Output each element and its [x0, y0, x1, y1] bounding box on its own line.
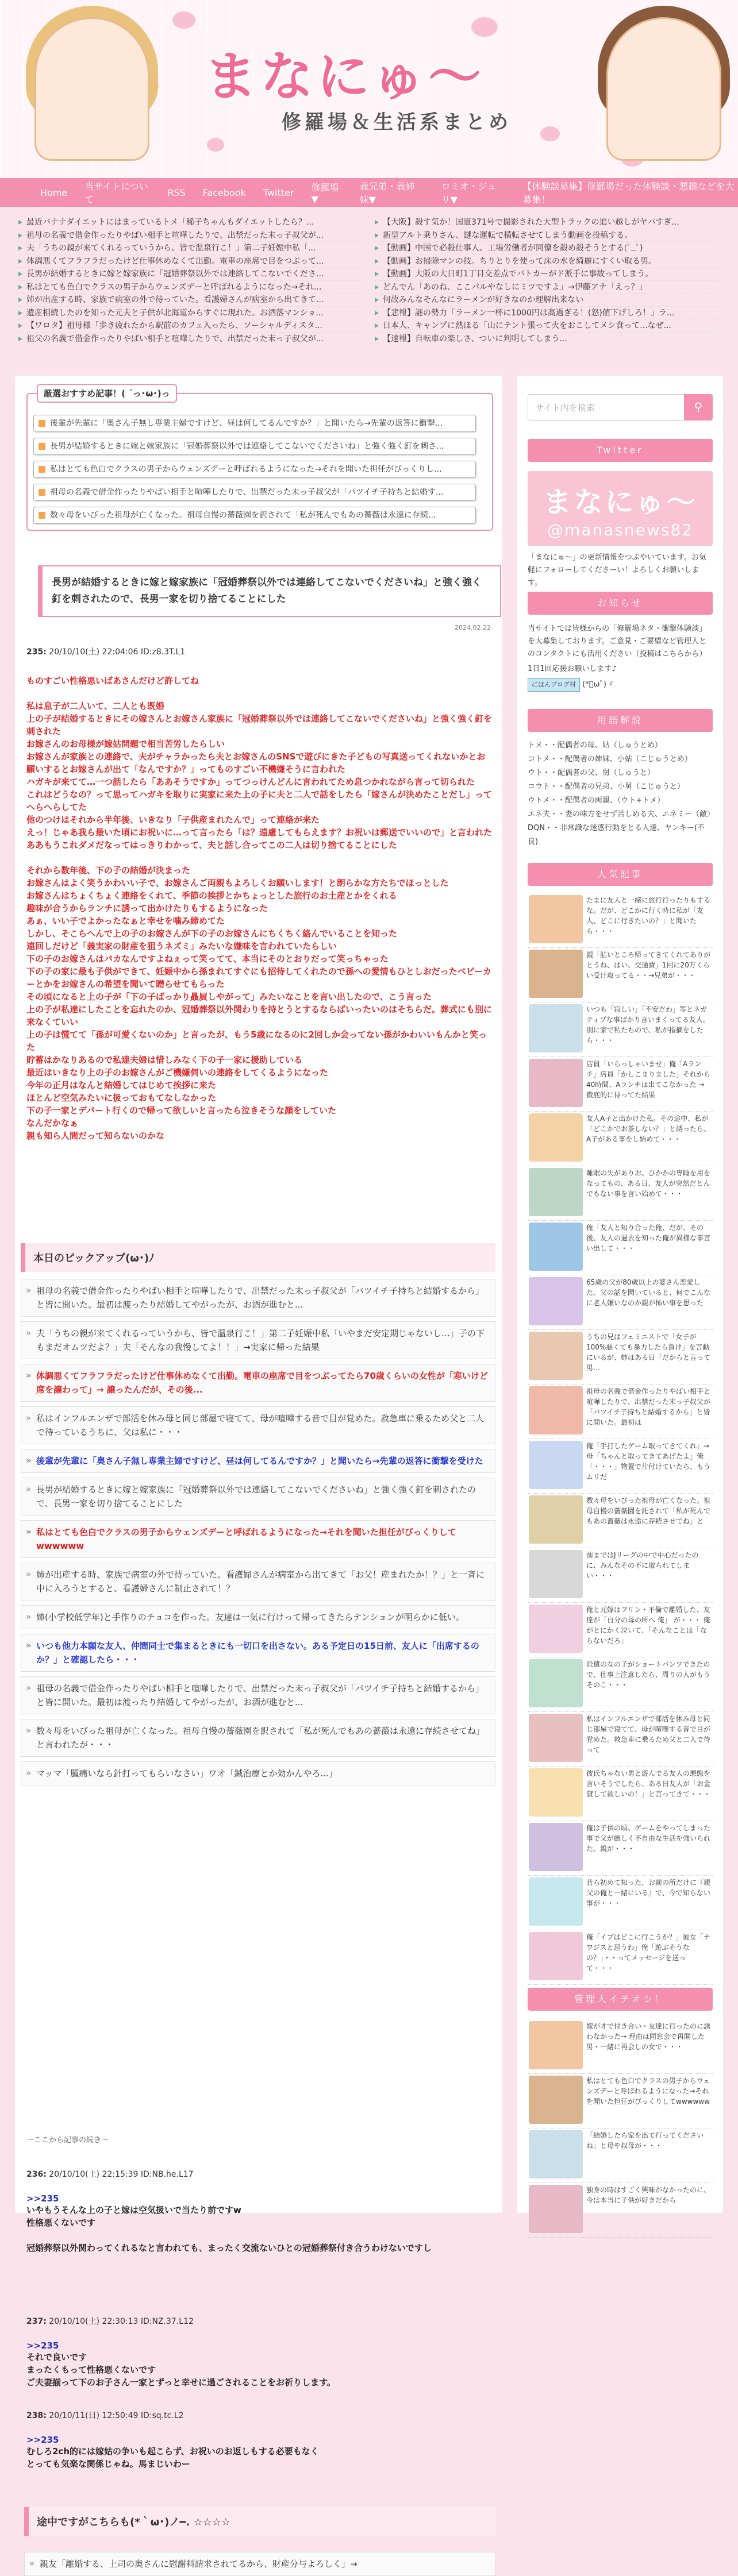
pickup-item[interactable]: » 祖母の名義で借金作ったりやばい相手と喧嘩したりで、出禁だった末っ子叔父が「バツイチ子持ちと結婚するから」と皆に開いた。最初は渡ったり結婚してやがったが、お酒が進むと... [21, 1279, 495, 1317]
reply-anchor[interactable]: >>235 [26, 2340, 59, 2351]
site-header[interactable] [0, 0, 738, 178]
comment-line: ものすごい性格悪いばあさんだけど許してね [26, 676, 199, 686]
ticker-link[interactable]: 私はとても色白でクラスの男子からウェンズデーと呼ばれるようになった→それ... [17, 281, 362, 294]
pickup-item[interactable]: » 私はとても色白でクラスの男子からウェンズデーと呼ばれるようになった→それを聞いた担任がびっくりしてwwwwww [21, 1520, 495, 1558]
ticker-link[interactable]: 【速報】自転車の楽しさ、ついに判明してしまう... [374, 333, 718, 346]
article-link-text[interactable]: 私はインフルエンザで部活を休み母と同じ部屋で寝てて、母が喧嘩する音で目が覚めた。救急車に乗るため父と二人で待って [586, 1715, 711, 1754]
continue-text: 〜ここから記事の続き〜 [26, 2136, 109, 2145]
petal-decoration [207, 138, 224, 152]
notice-heading: お知らせ [528, 592, 713, 615]
article-link-text[interactable]: 昔ら初めて知った、お前の所だけに『親父の俺と一緒にいる』で、今で知らない事が・・・ [586, 1879, 711, 1907]
article-thumbnail[interactable] [529, 2130, 583, 2178]
comment-line: 親も知ら人間だって知らないのかな [26, 1131, 165, 1141]
article-thumbnail[interactable] [529, 1550, 583, 1598]
comment-236 [26, 2168, 492, 2254]
comment-line: 上の子は慌てて「孫が可愛くないのか」と言ったが、もう5歳になるのに2回しか会ってない孫がかわいいもんかと笑った [26, 1029, 487, 1052]
comment-238 [26, 2409, 492, 2470]
sidebar-article[interactable] [528, 1000, 713, 1057]
ticker-link[interactable]: 【動画】中国で必殺仕事人、工場労働者が同僚を殺め殺そうとする(ﾟ_ﾟ) [374, 242, 718, 255]
comment-meta: 20/10/11(日) 12:50:49 ID:sq.tc.L2 [49, 2411, 184, 2420]
comment-line [26, 687, 492, 700]
comment-line: なんだかなぁ [26, 1118, 79, 1128]
article-thumbnail[interactable] [529, 1386, 583, 1434]
comment-line: お嫁さんが家族との連絡で、夫がチャラかったら夫とお嫁さんのSNSで遊びにきた子どもの写真送ってくれないかとお願いするとお嫁さんが出て「なんですか？」ってものすごい不機嫌そうに言われた [26, 751, 486, 774]
comment-line: ハガキが来てて…一つ話したら「ああそうですか」ってつっけんどんに言われてため息つかれながら言って切られた [26, 777, 475, 787]
comment-line: これはどうなの？って思ってハガキを取りに実家に来た上の子に夫と二人で話をしたら「嫁さんが決めたことだし」ってへらへらしてた [26, 789, 493, 812]
comment-line: 今年の正月はなんと結婚してはじめて挨拶に来た [26, 1080, 217, 1090]
site-subtitle: 修羅場＆生活系まとめ [282, 111, 512, 134]
ticker-link[interactable]: どんでん「あのね、ここパルやなしにミツですよ」→伊藤アナ「えっ？」 [374, 281, 718, 294]
sidebar-article[interactable] [528, 1163, 713, 1221]
ticker-link[interactable]: 【ワロタ】祖母様「歩き疲れたから駅前のカフェ入ったら、ソーシャルディスタ... [17, 319, 362, 333]
twitter-text: 「まなにゅ〜」の更新情報をつぶやいています。お気軽にフォローしてくださーい！よろしくお願いします。 [528, 553, 706, 587]
sidebar-article[interactable] [528, 1491, 713, 1548]
comment-line: 私は息子が二人いて、二人とも既婚 [26, 701, 164, 711]
comment-line: 下の子の家に最も子供ができて、妊娠中から孫まれてすぐにも招待してくれたので孫への愛情もひとしおだったベビーカーとかをお嫁さんの希望を聞いて贈らせてもらった [26, 966, 491, 989]
comment-line: まったくもって性格悪くないです [26, 2365, 156, 2375]
pickup-item[interactable]: » 姉が出産する時、家族で病室の外で待っていた。看護婦さんが病室から出てきて「お父！産まれたか！？」と一斉に中に入ろうとすると、看護婦さんに制止されて！？ [21, 1563, 495, 1601]
comment-line: 上の子が私達にしたことを忘れたのか、冠婚葬祭以外関わりを持とうとするならばいったいのはそちらだ。葬式にも別に来なくていい [26, 1004, 493, 1027]
ticker-link[interactable]: 長男が結婚するときに嫁と嫁家族に「冠婚葬祭以外では連絡してこないでくださ... [17, 268, 362, 281]
article-thumbnail[interactable] [529, 1168, 583, 1216]
ticker-link[interactable]: 【大阪】殺す気か！国道371号で撮影された大型トラックの追い越しがヤバすぎ... [374, 216, 718, 229]
comment-line: それで良いです [26, 2352, 87, 2362]
article-thumbnail[interactable] [529, 1441, 583, 1489]
sidebar-article[interactable] [528, 1818, 713, 1876]
nav-rss[interactable]: RSS [167, 187, 186, 198]
ticker-link[interactable]: 最近バナナダイエットにはまっているトメ「稀子ちゃんもダイエットしたら？... [17, 216, 362, 229]
comment-line: むしろ2ch的には嫁姑の争いも起こらず、お祝いのお返しもする必要もなく [26, 2446, 319, 2457]
comment-line: お嫁さんはちょくちょく連絡をくれて、季節の挨拶とかちょっとした旅行のお土産とかをくれる [26, 890, 397, 901]
site-title[interactable]: まなにゅ〜 [204, 46, 485, 107]
sidebar-article[interactable] [528, 1272, 713, 1330]
ticker-link[interactable]: 遺産相続したのを知った元夫と子供が北海道からすぐに現れた。お酒落マンショ... [17, 307, 362, 320]
comment-line: 遠回しだけど「義実家の財産を狙うネズミ」みたいな嫌味を言われていたらしい [26, 941, 337, 951]
notice-text: 当サイトでは皆様からの「修羅場ネタ・衝撃体験談」を大募集しております。ご意見・ご要望など管理人とのコンタクトにも活用ください（投稿はこちらから） [528, 624, 707, 658]
glossary-list [528, 739, 713, 849]
comment-line: その頃になると上の子が「下の子ばっかり贔屓しやがって」みたいなことを言い出したので、こう言った [26, 992, 432, 1002]
promo-handle: @manasnews82 [547, 520, 693, 539]
comment-body [26, 2204, 492, 2254]
comment-number: 236: [26, 2170, 47, 2179]
sidebar-article[interactable] [528, 1327, 713, 1385]
comment-number: 237: [26, 2317, 47, 2326]
nav-romeo[interactable]: ロミオ・ジュリ▼ [441, 181, 497, 205]
article-link-text[interactable]: 彼氏ちゃない男と遊んでる友人の悪態を言いそうでしたら、ある日友人が「お金貸して欲しいの！」と言ってきて・・・ [586, 1769, 711, 1798]
glossary-item: ウトメ・・配偶者の両親、（ウト+トメ） [528, 796, 665, 805]
article-link-text[interactable]: 俺「手打したゲーム取ってきてくれ」→ 母「ちゃんと取ってきてあげたよ」俺「・・・」物置で片付けていたら、もうムリだ [586, 1442, 711, 1481]
article-link-text[interactable]: 店員「いらっしゃいませ」俺「Aランチ」店員「かしこまりました」それから40時間、Aランチは出てこなかった → 徹底的に待ってた結果 [586, 1060, 711, 1099]
pickup-item[interactable]: » 長男が結婚するときに嫁と嫁家族に「冠婚葬祭以外では連絡してこないでくださいね」と強く強く釘を刺されたので、長男一家を切り捨てることにした [21, 1478, 495, 1515]
glossary-item: コトメ・・配偶者の姉妹、小姑（こじゅうとめ） [528, 755, 692, 763]
article-title: 長男が結婚するときに嫁と嫁家族に「冠婚葬祭以外では連絡してこないでくださいね」と強く強く釘を刺されたので、長男一家を切り捨てることにした [38, 565, 501, 617]
article-thumbnail[interactable] [529, 1714, 583, 1762]
promo-name: まなにゅ〜 [543, 485, 698, 519]
pickup-section [21, 1243, 495, 1790]
article-thumbnail[interactable] [529, 950, 583, 998]
recommend-title: 厳選おすすめ記事！( ´っ･ω･)っ [37, 384, 177, 403]
article-link-text[interactable]: 私はとても色白でクラスの男子からウェンズデーと呼ばれるようになった→それを聞いた担任がびっくりしてwwwwww [586, 2077, 710, 2105]
article-thumbnail[interactable] [529, 1605, 583, 1653]
comment-line: 性格悪くないです [26, 2218, 96, 2228]
sidebar-article[interactable] [528, 1109, 713, 1166]
sidebar-article[interactable] [528, 1382, 713, 1439]
comment-235 [26, 646, 492, 1142]
header-girl-left [34, 17, 149, 161]
comment-line: お嫁さんのお母様が嫁姑問題で相当苦労したらしい [26, 739, 225, 749]
article-link-text[interactable]: 祖母の名義で借金作ったりやばい相手と喧嘩したりで、出禁だった末っ子叔父が「バツイチ子持ちと結婚するから」と皆に開いた。最初は [586, 1387, 711, 1426]
article-thumbnail[interactable] [529, 1768, 583, 1817]
admin-pick-heading: 管理人イチオシ！ [528, 1988, 713, 2011]
article-thumbnail[interactable] [529, 1059, 583, 1107]
glossary-item: コウト・・配偶者の兄弟、小舅（こじゅうと） [528, 782, 685, 791]
sidebar-article[interactable] [528, 2180, 713, 2238]
blog-village-badge[interactable]: にほんブログ村 [528, 678, 580, 692]
ticker-link[interactable]: 【動画】大阪の大日町1丁目交差点でバトカーがド派手に事故ってしまう。 [374, 268, 718, 281]
comment-line: 最近はいきなり上の子のお嫁さんがご機嫌伺いの連絡をしてくるようになった [26, 1067, 329, 1078]
ticker-link[interactable]: 夫「うちの親が来てくれるっていうから、皆で温泉行こ！」第二子妊娠中私「... [17, 242, 362, 255]
recommend-item[interactable]: 後輩が先輩に「奥さん子無し専業主婦ですけど、昼は何してるんですか？」と聞いたら→先輩の返答に衝撃... [33, 415, 476, 432]
comment-line: 他のつけはそれから半年後、いきなり「子供産まれたんで」って連絡が来た [26, 815, 320, 825]
comment-line: お嫁さんはよく笑うかわいい子で、お嫁さんご両親もよろしくお願いします！と朗らかな方たちでほっとした [26, 878, 449, 888]
pickup-item[interactable]: » 祖母の名義で借金作ったりやばい相手と喧嘩したりで、出禁だった末っ子叔父が「パツイチ子持ちと結婚するから」と皆に開いた。最初は渡ったり結婚してやがったが、お酒が進むと... [21, 1676, 495, 1714]
article-thumbnail[interactable] [529, 1004, 583, 1052]
nav-facebook[interactable]: Facebook [202, 187, 246, 198]
ticker-left [17, 216, 362, 345]
article-thumbnail[interactable] [529, 1332, 583, 1380]
nav-about[interactable]: 当サイトについて [84, 181, 148, 205]
article-link-text[interactable]: 前まではJリーグの中で中心だったのに、みんなその不に取られてしまい・・・ [586, 1551, 699, 1580]
ticker-link[interactable]: 【動画】お掃除マンの技。ちりとりを使って床の水を綺麗にすくい取る男。 [374, 255, 718, 268]
article-thumbnail[interactable] [529, 1277, 583, 1325]
article-link-text[interactable]: 派遣の女の子がショートバンツできたので、仕事上注意したら、周りの人がもうそのこ・・・ [586, 1660, 710, 1689]
headline-ticker [0, 216, 738, 363]
sidebar [517, 376, 723, 2213]
comment-line [26, 2229, 492, 2242]
article-thumbnail[interactable] [529, 1495, 583, 1544]
glossary-item: トメ・・配偶者の母、姑（しゅうとめ） [528, 741, 662, 750]
article-link-text[interactable]: 数々母をいびった祖母が亡くなった。祖母自慢の薔薇園を託されて「私が死んでもあの薔薇は永遠に存続させてね」と [586, 1497, 711, 1525]
article-link-text[interactable]: 65歳の父が80歳以上の婆さん恋愛した。父の話を聞いていると、何でこんなに老人嫌いなのか親が怖い事を思った [586, 1278, 711, 1307]
sidebar-article[interactable] [528, 2016, 713, 2074]
comment-meta: 20/10/10(土) 22:15:39 ID:NB.he.L17 [49, 2170, 194, 2179]
article-thumbnail[interactable] [529, 1223, 583, 1271]
glossary-item: エネ夫・・妻の味方をせず苦しめる夫、エネミー（敵） [528, 810, 715, 819]
sidebar-article[interactable] [528, 1709, 713, 1767]
nav-submit-story[interactable]: 【体験談募集】修羅場だった体験談・悪趣などを大募集！ [522, 181, 735, 205]
comment-number: 238: [26, 2411, 47, 2420]
article-thumbnail[interactable] [529, 2076, 583, 2124]
comment-body [26, 674, 492, 1142]
article-link-text[interactable]: 独身の時はすごく興味がなかったのに、今は本当に子供が好きだから [586, 2186, 711, 2204]
comment-line: ああもうこれダメだなってはっきりわかって、夫と話し合ってこの二人は切り捨てることにした [26, 840, 397, 850]
pickup-item[interactable]: » マッマ「腫痛いなら針打ってもらいなさい」ワオ「鍼治療とか効かんやろ...」 [21, 1761, 495, 1786]
article-link-text[interactable]: 俺は子供の頃、ゲームをやってしまった事で父が厳しく不自由な生活を強いられた。親が・・・ [586, 1824, 711, 1853]
glossary-heading: 用語解説 [528, 709, 713, 732]
comment-line: ご夫妻揃って下のお子さん一家とずっと幸せに過ごされることをお祈りします。 [26, 2377, 336, 2388]
sidebar-article[interactable] [528, 945, 713, 1002]
recommend-item[interactable]: 祖母の名義で借金作ったりやばい相手と喧嘩したりで、出禁だった末っ子叔父が「パツイチ子持ちと結婚す... [33, 484, 476, 501]
article-link-text[interactable]: 俺「友人と知り合った俺、だが、その後、友人の過去を知った俺が異様な事言い出して・・・ [586, 1224, 711, 1252]
article-link-text[interactable]: 俺と元嫁はフリン・不倫で離婚した、友達が「自分の母の所へ 俺」 が・・・ 俺がとにかく泣いて、「そんなことは「ならないだろ」 [586, 1606, 710, 1645]
pickup-item[interactable]: » 夫「うちの親が来てくれるっていうから、皆で温泉行こ！」第二子妊娠中私「いやまだ安定期じゃないし…」子の下もまだオムツだよ？」夫「そんなの我慢してよ！！」→実家に帰った結果 [21, 1321, 495, 1359]
article-thumbnail[interactable] [529, 1932, 583, 1980]
midway-item[interactable]: » 親友「離婚する、上司の奥さんに慰謝料請求されてるから、財産分与よろしく」→ [24, 2552, 495, 2576]
reply-anchor[interactable]: >>235 [26, 2193, 59, 2204]
comment-body [26, 2351, 492, 2389]
sidebar-article[interactable] [528, 1545, 713, 1603]
article-thumbnail[interactable] [529, 1113, 583, 1162]
comment-line: ほとんど空気みたいに扱っておもてなしなかった [26, 1093, 217, 1103]
petal-decoration [540, 126, 560, 141]
article-thumbnail[interactable] [529, 1823, 583, 1871]
comment-line: 趣味が合うからランチに誘って出かけたりもするようになった [26, 903, 268, 913]
article-link-text[interactable]: いつも「寂しい」「不安だわ」等とネガティブな事ばかり言いまくってる友人。別に家で私たちので、私が指摘をしたら・・・ [586, 1005, 710, 1044]
comment-line: いやもうそんな上の子と嫁は空気扱いで当たり前ですw [26, 2205, 241, 2215]
sidebar-article[interactable] [528, 2071, 713, 2128]
ticker-link[interactable]: 日本人、キャンプに熱ほる「山にテント張って火をおこしてメシ食って...なぜ... [374, 319, 718, 333]
comment-header [26, 2168, 492, 2180]
sidebar-article[interactable] [528, 1927, 713, 1985]
comment-header [26, 2409, 492, 2421]
ticker-link[interactable]: 祖父の名義で借金作ったりやばい相手と喧嘩したりで、出禁だった末っ子叔父が... [17, 333, 362, 346]
pickup-item[interactable]: » 体調悪くてフラフラだったけど仕事休めなくて出勤。電車の座席で目をつぶってたら70歳くらいの女性が「寒いけど席を譲わって」→ 譲ったんだが、その後... [21, 1364, 495, 1402]
recommend-item[interactable]: 私はとても色白でクラスの男子からウェンズデーと呼ばれるようになった→それを聞いた担任がびっくりし... [33, 461, 476, 478]
popular-heading: 人気記事 [528, 863, 713, 886]
glossary-item: DQN・・非常識な迷惑行動をとる人達、ヤンキー(不良) [528, 824, 705, 846]
article-thumbnail[interactable] [529, 2021, 583, 2069]
search-input[interactable]: サイト内を検索 ⚲ [528, 394, 713, 421]
article-link-text[interactable]: 親「詰いところ帰ってきてくれてありがとうね、はい、交通費」1回に20万くらい受け取ってる・・→兄弟が・・・ [586, 951, 711, 980]
article-link-text[interactable]: 俺「イプはどこに行こうか？」彼女「ナワジスと思うわ」俺「遊ぶそうなの？」・・ってメッセージを送って・・・ [586, 1933, 710, 1972]
article-date: 2024.02.22 [455, 624, 491, 631]
comment-line: えっ！じゃあ我ら最いた頃にお祝いに…って言ったら「は？遠慮してもらえます？お祝いは郵送でいいので」と言われた [26, 827, 493, 838]
recommend-box [26, 388, 493, 531]
article-link-text[interactable]: 嫁が才で付き合い・友達に行ったのに誘わなかった→ 理由は同窓会で再開した男・一緒に再会しの女で・・・ [586, 2022, 711, 2051]
sidebar-article[interactable] [528, 1218, 713, 1275]
sidebar-article[interactable] [528, 1436, 713, 1494]
comment-header [26, 646, 492, 657]
comment-meta: 20/10/10(土) 22:30:13 ID:NZ.37.L12 [49, 2317, 194, 2326]
comment-line: とっても気楽な関係じゃね。馬まじいわー [26, 2459, 190, 2469]
comment-line: 下の子一家とデパート行くので帰って欲しいと言ったら泣きそうな顔をしていた [26, 1105, 337, 1116]
header-girl-right [606, 17, 721, 161]
pickup-item[interactable]: » 姉(小学校低学年)と手作りのチョコを作った。友達は一気に行けって帰ってきたらテンションが明らかに低い。 [21, 1605, 495, 1629]
global-nav [0, 178, 738, 207]
sidebar-article[interactable] [528, 1764, 713, 1821]
comment-meta: 20/10/10(土) 22:04:06 ID:z8.3T.L1 [49, 647, 186, 657]
comment-line [26, 851, 492, 864]
pickup-item[interactable]: » いつも他力本願な友人、仲間同士で集まるときにも一切口を出さない。ある予定日の15日前、友人に「出席するのか？」と確認したら・・・ [21, 1634, 495, 1672]
article-link-text[interactable]: 友人A子と出かけた私。その途中、私が「どこかでお茶しない？」と誘ったら、A子がある事をし始めて・・・ [586, 1115, 711, 1143]
petal-decoration [172, 11, 195, 29]
recommend-item[interactable]: 長男が結婚するときに嫁と嫁家族に「冠婚葬祭以外では連絡してこないでくださいね」と強く強く釘を刺さ... [33, 438, 476, 455]
midway-title: 途中ですがこちらも(*｀ω･)ノ━. ☆☆☆☆ [24, 2507, 495, 2536]
comment-header [26, 2315, 492, 2327]
notice-face: (*ﾟωﾟ)ゞ [582, 680, 614, 689]
ticker-right [374, 216, 718, 345]
sidebar-article[interactable] [528, 1873, 713, 1930]
article-thumbnail[interactable] [529, 895, 583, 943]
ticker-link[interactable]: 姉が出産する時、家族で病室の外で待っていた。看護婦さんが病室から出てきて... [17, 294, 362, 307]
sidebar-article[interactable] [528, 1054, 713, 1112]
glossary-item: ウト・・配偶者の父、舅（しゅうと） [528, 769, 655, 777]
nav-in-laws[interactable]: 義兄弟・義姉妹▼ [359, 181, 415, 205]
comment-line: しかし、そこらへんで上の子のお嫁さんが下の子のお嫁さんにちくちく絡んでいることを知った [26, 928, 398, 939]
pickup-title: 本日のピックアップ(ω･)ﾉ [21, 1243, 495, 1272]
comment-line: 下の子のお嫁さんはバカなんですよねぇって笑ってて、本当にそのとおりだって笑っちゃった [26, 954, 389, 964]
article-thumbnail[interactable] [529, 1659, 583, 1707]
notice-subtext: 1日1回応援お願いします♪ [528, 665, 617, 673]
reply-anchor[interactable]: >>235 [26, 2435, 59, 2445]
nav-home[interactable]: Home [40, 187, 68, 198]
comment-line: 冠婚葬祭以外関わってくれるなと言われても、まったく交流ないひとの冠婚葬祭付き合うわけないですし [26, 2243, 432, 2253]
comment-line: 貯蓄はかなりあるので私達夫婦は惜しみなく下の子一家に援助している [26, 1055, 303, 1065]
comment-line: それから数年後、下の子の結婚が決まった [26, 865, 191, 876]
article-link-text[interactable]: たまに友人と一緒に旅行行ったりもするな。だが、どこかに行く時に私が「友人、どこに行きたいの？」と聞いたら・・・ [586, 896, 711, 935]
recommend-item[interactable]: 数々母をいびった祖母が亡くなった。祖母自慢の薔薇園を訳されて「私が死んでもあの薔薇は永遠に存続... [33, 507, 476, 524]
pickup-item[interactable]: » 私はインフルエンザで部活を休み母と同じ部屋で寝てて、母が喧嘩する音で目が覚めた。救急車に乗るため父と二人で待っているうちに、父は私に・・・ [21, 1406, 495, 1444]
ticker-link[interactable]: 【悲報】謎の勢力「ラーメン一杯に1000円は高過ぎる！(怒)値下げしろ！」ラ... [374, 307, 718, 320]
comment-line: あぁ、いい子でよかったなぁと幸せを噛み締めてた [26, 916, 225, 926]
ticker-link[interactable]: 体調悪くてフラフラだったけど仕事休めなくて出勤。電車の座席で目をつぶって... [17, 255, 362, 268]
nav-shuraba[interactable]: 修羅場▼ [311, 182, 339, 205]
twitter-heading: Twitter [528, 439, 713, 462]
comment-237 [26, 2315, 492, 2389]
sidebar-article[interactable] [528, 890, 713, 948]
sidebar-article[interactable] [528, 1600, 713, 1657]
pickup-item[interactable]: » 数々母をいびった祖母が亡くなった。祖母自慢の薔薇園を訳されて「私が死んでもあの薔薇は永遠に存続させてね」と言われたが・・・ [21, 1719, 495, 1757]
article-link-text[interactable]: 「結婚したら家を出て行ってくださいね」と母や叔母が・・・ [586, 2131, 704, 2150]
comment-line: 上の子が結婚するときにその嫁さんとお嫁さん家族に「冠婚葬祭以外では連絡してこないでくださいね」と強く強く釘を刺された [26, 714, 493, 736]
notice-badge-row [528, 678, 713, 692]
nav-twitter[interactable]: Twitter [263, 187, 294, 198]
pickup-item[interactable]: » 後輩が先輩に「奥さん子無し専業主婦ですけど、昼は何してるんですか？」と聞いたら→先輩の返答に衝撃を受けた [21, 1449, 495, 1473]
search-icon[interactable]: ⚲ [684, 394, 713, 421]
comment-number: 235: [26, 647, 47, 657]
ticker-link[interactable]: 新型アルト乗りさん、謎な運転で横転させてしまう動画を投稿する。 [374, 229, 718, 242]
twitter-promo-banner[interactable] [528, 471, 713, 546]
article-link-text[interactable]: 睡眠の失がありお、ひかかの専睡を用をなってもの、ある日、友人が突然だとんでもない事を言い始めて・・・ [586, 1169, 711, 1198]
petal-decoration [471, 17, 498, 37]
main-content [15, 376, 502, 2569]
article-link-text[interactable]: うちの兄はフェミニストで「女子が100%悪くても暴力したら負け」を言動にいるが、姉はある日「だからと言って男… [586, 1333, 711, 1372]
article-thumbnail[interactable] [529, 2185, 583, 2233]
ticker-link[interactable]: 何故みんなそんなにラーメンが好きなのか理解出来ない [374, 294, 718, 307]
comment-body [26, 2445, 492, 2470]
article-thumbnail[interactable] [529, 1877, 583, 1926]
sidebar-article[interactable] [528, 2126, 713, 2183]
ticker-link[interactable]: 祖母の名義で借金作ったりやばい相手と喧嘩したりで、出禁だった末っ子叔父が... [17, 229, 362, 242]
sidebar-article[interactable] [528, 1655, 713, 1712]
